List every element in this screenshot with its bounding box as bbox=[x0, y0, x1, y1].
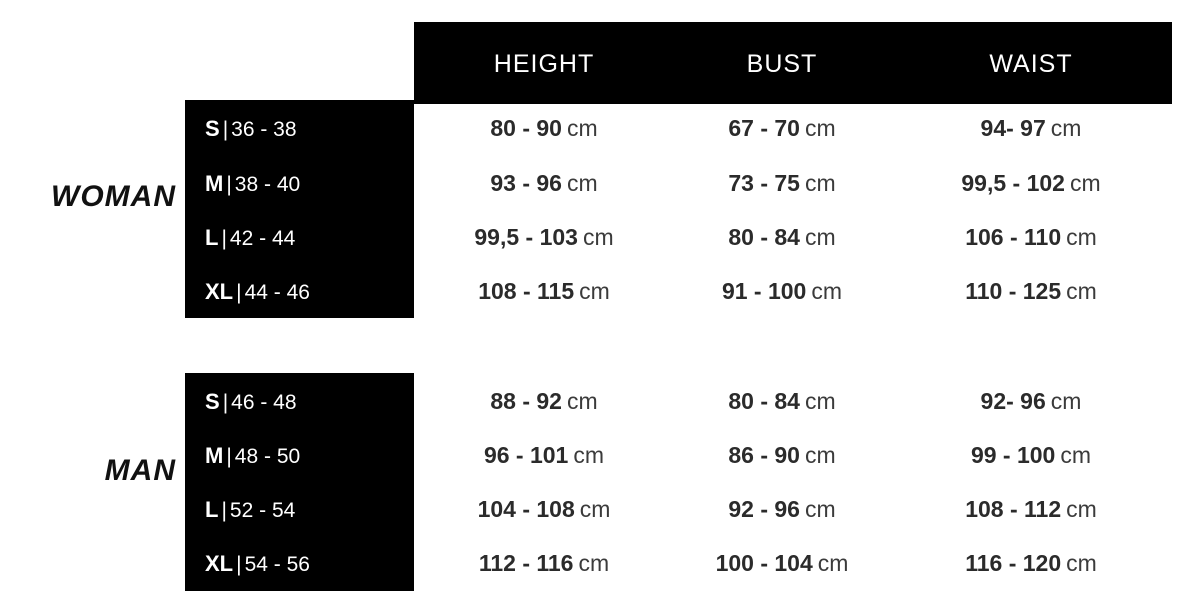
cell-size bbox=[185, 375, 414, 428]
size-range: 46 - 48 bbox=[231, 391, 297, 414]
unit-label: cm bbox=[1050, 388, 1082, 414]
cell-waist bbox=[890, 102, 1172, 155]
unit-label: cm bbox=[1066, 224, 1097, 250]
unit-label: cm bbox=[1069, 170, 1101, 196]
unit-label: cm bbox=[817, 550, 849, 576]
size-separator: | bbox=[221, 227, 227, 250]
column-header-waist: WAIST bbox=[989, 50, 1073, 78]
cell-height bbox=[414, 157, 674, 210]
height-value: 80 - 90 bbox=[490, 115, 562, 141]
cell-waist bbox=[890, 157, 1172, 210]
unit-label: cm bbox=[1060, 442, 1092, 468]
bust-value: 80 - 84 bbox=[728, 224, 800, 250]
unit-label: cm bbox=[1066, 496, 1097, 522]
bust-value: 80 - 84 bbox=[728, 388, 800, 414]
size-range: 36 - 38 bbox=[231, 118, 297, 141]
size-separator: | bbox=[226, 445, 232, 468]
cell-waist bbox=[890, 211, 1172, 264]
bust-value: 73 - 75 bbox=[728, 170, 800, 196]
group-label-man: MAN bbox=[104, 454, 176, 487]
size-separator: | bbox=[222, 391, 229, 414]
unit-label: cm bbox=[804, 170, 836, 196]
cell-height bbox=[414, 429, 674, 482]
size-separator: | bbox=[222, 118, 229, 141]
waist-value: 99,5 - 102 bbox=[961, 170, 1065, 196]
cell-bust bbox=[674, 265, 890, 318]
cell-height bbox=[414, 537, 674, 590]
waist-value: 99 - 100 bbox=[970, 442, 1056, 468]
cell-waist bbox=[890, 429, 1172, 482]
cell-height bbox=[414, 483, 674, 536]
size-code: M bbox=[205, 171, 224, 196]
unit-label: cm bbox=[1066, 278, 1097, 304]
table-row bbox=[185, 102, 1172, 155]
size-code: XL bbox=[205, 551, 234, 576]
size-range: 52 - 54 bbox=[229, 499, 296, 522]
unit-label: cm bbox=[566, 170, 598, 196]
size-code: M bbox=[205, 443, 224, 468]
height-value: 99,5 - 103 bbox=[474, 224, 578, 250]
cell-bust bbox=[674, 157, 890, 210]
cell-size bbox=[185, 483, 414, 536]
cell-bust bbox=[674, 375, 890, 428]
size-separator: | bbox=[236, 553, 242, 576]
cell-waist bbox=[890, 483, 1172, 536]
table-row bbox=[185, 429, 1172, 482]
cell-height bbox=[414, 211, 674, 264]
height-value: 108 - 115 bbox=[478, 278, 575, 304]
bust-value: 92 - 96 bbox=[728, 496, 800, 522]
cell-waist bbox=[890, 375, 1172, 428]
table-row bbox=[185, 537, 1172, 590]
cell-size bbox=[185, 102, 414, 155]
height-value: 112 - 116 bbox=[478, 550, 574, 576]
waist-value: 92- 96 bbox=[980, 388, 1046, 414]
cell-size bbox=[185, 157, 414, 210]
bust-value: 86 - 90 bbox=[728, 442, 800, 468]
column-header-bust: BUST bbox=[746, 50, 818, 78]
size-range: 38 - 40 bbox=[234, 173, 301, 196]
cell-bust bbox=[674, 483, 890, 536]
cell-waist bbox=[890, 537, 1172, 590]
unit-label: cm bbox=[1050, 115, 1082, 141]
cell-size bbox=[185, 429, 414, 482]
unit-label: cm bbox=[566, 115, 598, 141]
size-code: L bbox=[205, 497, 219, 522]
waist-value: 108 - 112 bbox=[965, 496, 1062, 522]
column-header-height: HEIGHT bbox=[493, 50, 595, 78]
waist-value: 106 - 110 bbox=[965, 224, 1062, 250]
waist-value: 116 - 120 bbox=[965, 550, 1062, 576]
table-row bbox=[185, 265, 1172, 318]
cell-bust bbox=[674, 102, 890, 155]
table-row bbox=[185, 157, 1172, 210]
bust-value: 91 - 100 bbox=[721, 278, 807, 304]
unit-label: cm bbox=[573, 442, 605, 468]
table-row bbox=[185, 211, 1172, 264]
unit-label: cm bbox=[804, 496, 836, 522]
cell-size bbox=[185, 211, 414, 264]
cell-height bbox=[414, 375, 674, 428]
unit-label: cm bbox=[579, 278, 610, 304]
table-row bbox=[185, 375, 1172, 428]
unit-label: cm bbox=[579, 496, 611, 522]
unit-label: cm bbox=[578, 550, 610, 576]
unit-label: cm bbox=[811, 278, 843, 304]
height-value: 104 - 108 bbox=[477, 496, 575, 522]
size-separator: | bbox=[236, 281, 242, 304]
table-row bbox=[185, 483, 1172, 536]
size-range: 42 - 44 bbox=[229, 227, 296, 250]
unit-label: cm bbox=[1066, 550, 1097, 576]
size-range: 48 - 50 bbox=[234, 445, 301, 468]
unit-label: cm bbox=[804, 115, 836, 141]
cell-bust bbox=[674, 211, 890, 264]
unit-label: cm bbox=[804, 442, 836, 468]
waist-value: 110 - 125 bbox=[965, 278, 1062, 304]
cell-waist bbox=[890, 265, 1172, 318]
cell-size bbox=[185, 265, 414, 318]
height-value: 88 - 92 bbox=[490, 388, 562, 414]
size-range: 54 - 56 bbox=[244, 553, 310, 576]
size-range: 44 - 46 bbox=[244, 281, 310, 304]
bust-value: 67 - 70 bbox=[728, 115, 800, 141]
group-label-woman: WOMAN bbox=[51, 180, 176, 213]
cell-height bbox=[414, 265, 674, 318]
size-code: S bbox=[205, 389, 220, 414]
unit-label: cm bbox=[804, 388, 836, 414]
height-value: 93 - 96 bbox=[490, 170, 562, 196]
waist-value: 94- 97 bbox=[980, 115, 1046, 141]
size-separator: | bbox=[226, 173, 232, 196]
unit-label: cm bbox=[566, 388, 598, 414]
size-separator: | bbox=[221, 499, 227, 522]
unit-label: cm bbox=[582, 224, 614, 250]
size-code: S bbox=[205, 116, 220, 141]
unit-label: cm bbox=[804, 224, 836, 250]
size-code: XL bbox=[205, 279, 234, 304]
height-value: 96 - 101 bbox=[483, 442, 569, 468]
size-code: L bbox=[205, 225, 219, 250]
bust-value: 100 - 104 bbox=[715, 550, 813, 576]
cell-bust bbox=[674, 429, 890, 482]
cell-bust bbox=[674, 537, 890, 590]
cell-height bbox=[414, 102, 674, 155]
cell-size bbox=[185, 537, 414, 590]
